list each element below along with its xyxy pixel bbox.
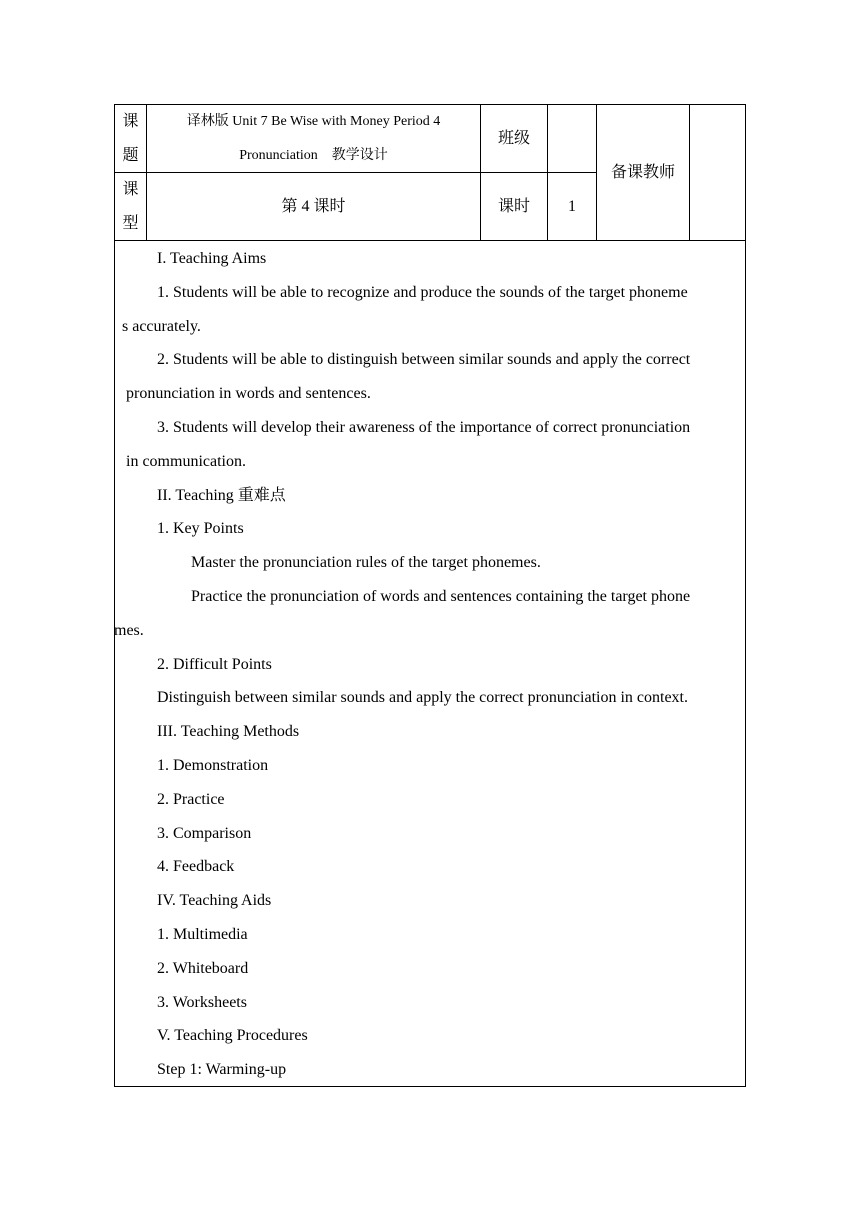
- key-points-heading: 1. Key Points: [157, 520, 244, 538]
- section-heading-key-difficult: II. Teaching 重难点: [157, 486, 286, 504]
- section-heading-aids: IV. Teaching Aids: [157, 892, 272, 910]
- topic-label-char-2: 题: [122, 146, 139, 164]
- aim-3: 3. Students will develop their awareness of the importance of correct pronunciation: [157, 418, 691, 436]
- key-point-2: Practice the pronunciation of words and sentences containing the target phone: [191, 587, 691, 605]
- header-bottom-border: [114, 240, 746, 241]
- lesson-body: [114, 242, 746, 1087]
- section-heading-aims: I. Teaching Aims: [157, 250, 267, 267]
- aim-3-cont: in communication.: [122, 452, 246, 470]
- key-point-2-cont: mes.: [114, 621, 144, 639]
- aim-1-cont: s accurately.: [122, 317, 201, 335]
- method-item: 2. Practice: [157, 790, 225, 808]
- type-label: [115, 173, 146, 240]
- aim-1: 1. Students will be able to recognize and produce the sounds of the target phoneme: [157, 283, 688, 301]
- aim-2: 2. Students will be able to distinguish between similar sounds and apply the correct: [157, 351, 691, 369]
- topic-label-char-1: 课: [122, 112, 139, 130]
- type-label-char-1: 课: [122, 180, 139, 198]
- lesson-title-line-1: 译林版 Unit 7 Be Wise with Money Period 4: [186, 113, 441, 129]
- teacher-label: 备课教师: [610, 163, 675, 181]
- type-label-char-2: 型: [122, 214, 139, 232]
- step-1: Step 1: Warming-up: [157, 1061, 287, 1079]
- lesson-title-line-2: Pronunciation 教学设计: [239, 147, 388, 163]
- difficult-points-heading: 2. Difficult Points: [157, 655, 272, 673]
- method-item: 1. Demonstration: [157, 756, 269, 774]
- period-label: 课时: [497, 197, 530, 215]
- teacher-value: [690, 105, 745, 240]
- aid-item: 3. Worksheets: [157, 993, 247, 1011]
- aid-item: 2. Whiteboard: [157, 959, 249, 977]
- section-heading-methods: III. Teaching Methods: [157, 723, 300, 741]
- lesson-title: [147, 105, 480, 172]
- lesson-type-value: 第 4 课时: [281, 197, 346, 215]
- period-value: 1: [568, 197, 576, 215]
- class-value: [548, 105, 596, 172]
- topic-label: [115, 105, 146, 172]
- section-heading-procedures: V. Teaching Procedures: [157, 1027, 308, 1045]
- difficult-point-1: Distinguish between similar sounds and apply the correct pronunciation in context.: [157, 689, 688, 707]
- class-label: 班级: [497, 129, 530, 147]
- method-item: 3. Comparison: [157, 824, 252, 842]
- aid-item: 1. Multimedia: [157, 925, 248, 943]
- key-point-1: Master the pronunciation rules of the target phonemes.: [191, 554, 541, 572]
- method-item: 4. Feedback: [157, 858, 235, 876]
- aim-2-cont: pronunciation in words and sentences.: [122, 385, 371, 403]
